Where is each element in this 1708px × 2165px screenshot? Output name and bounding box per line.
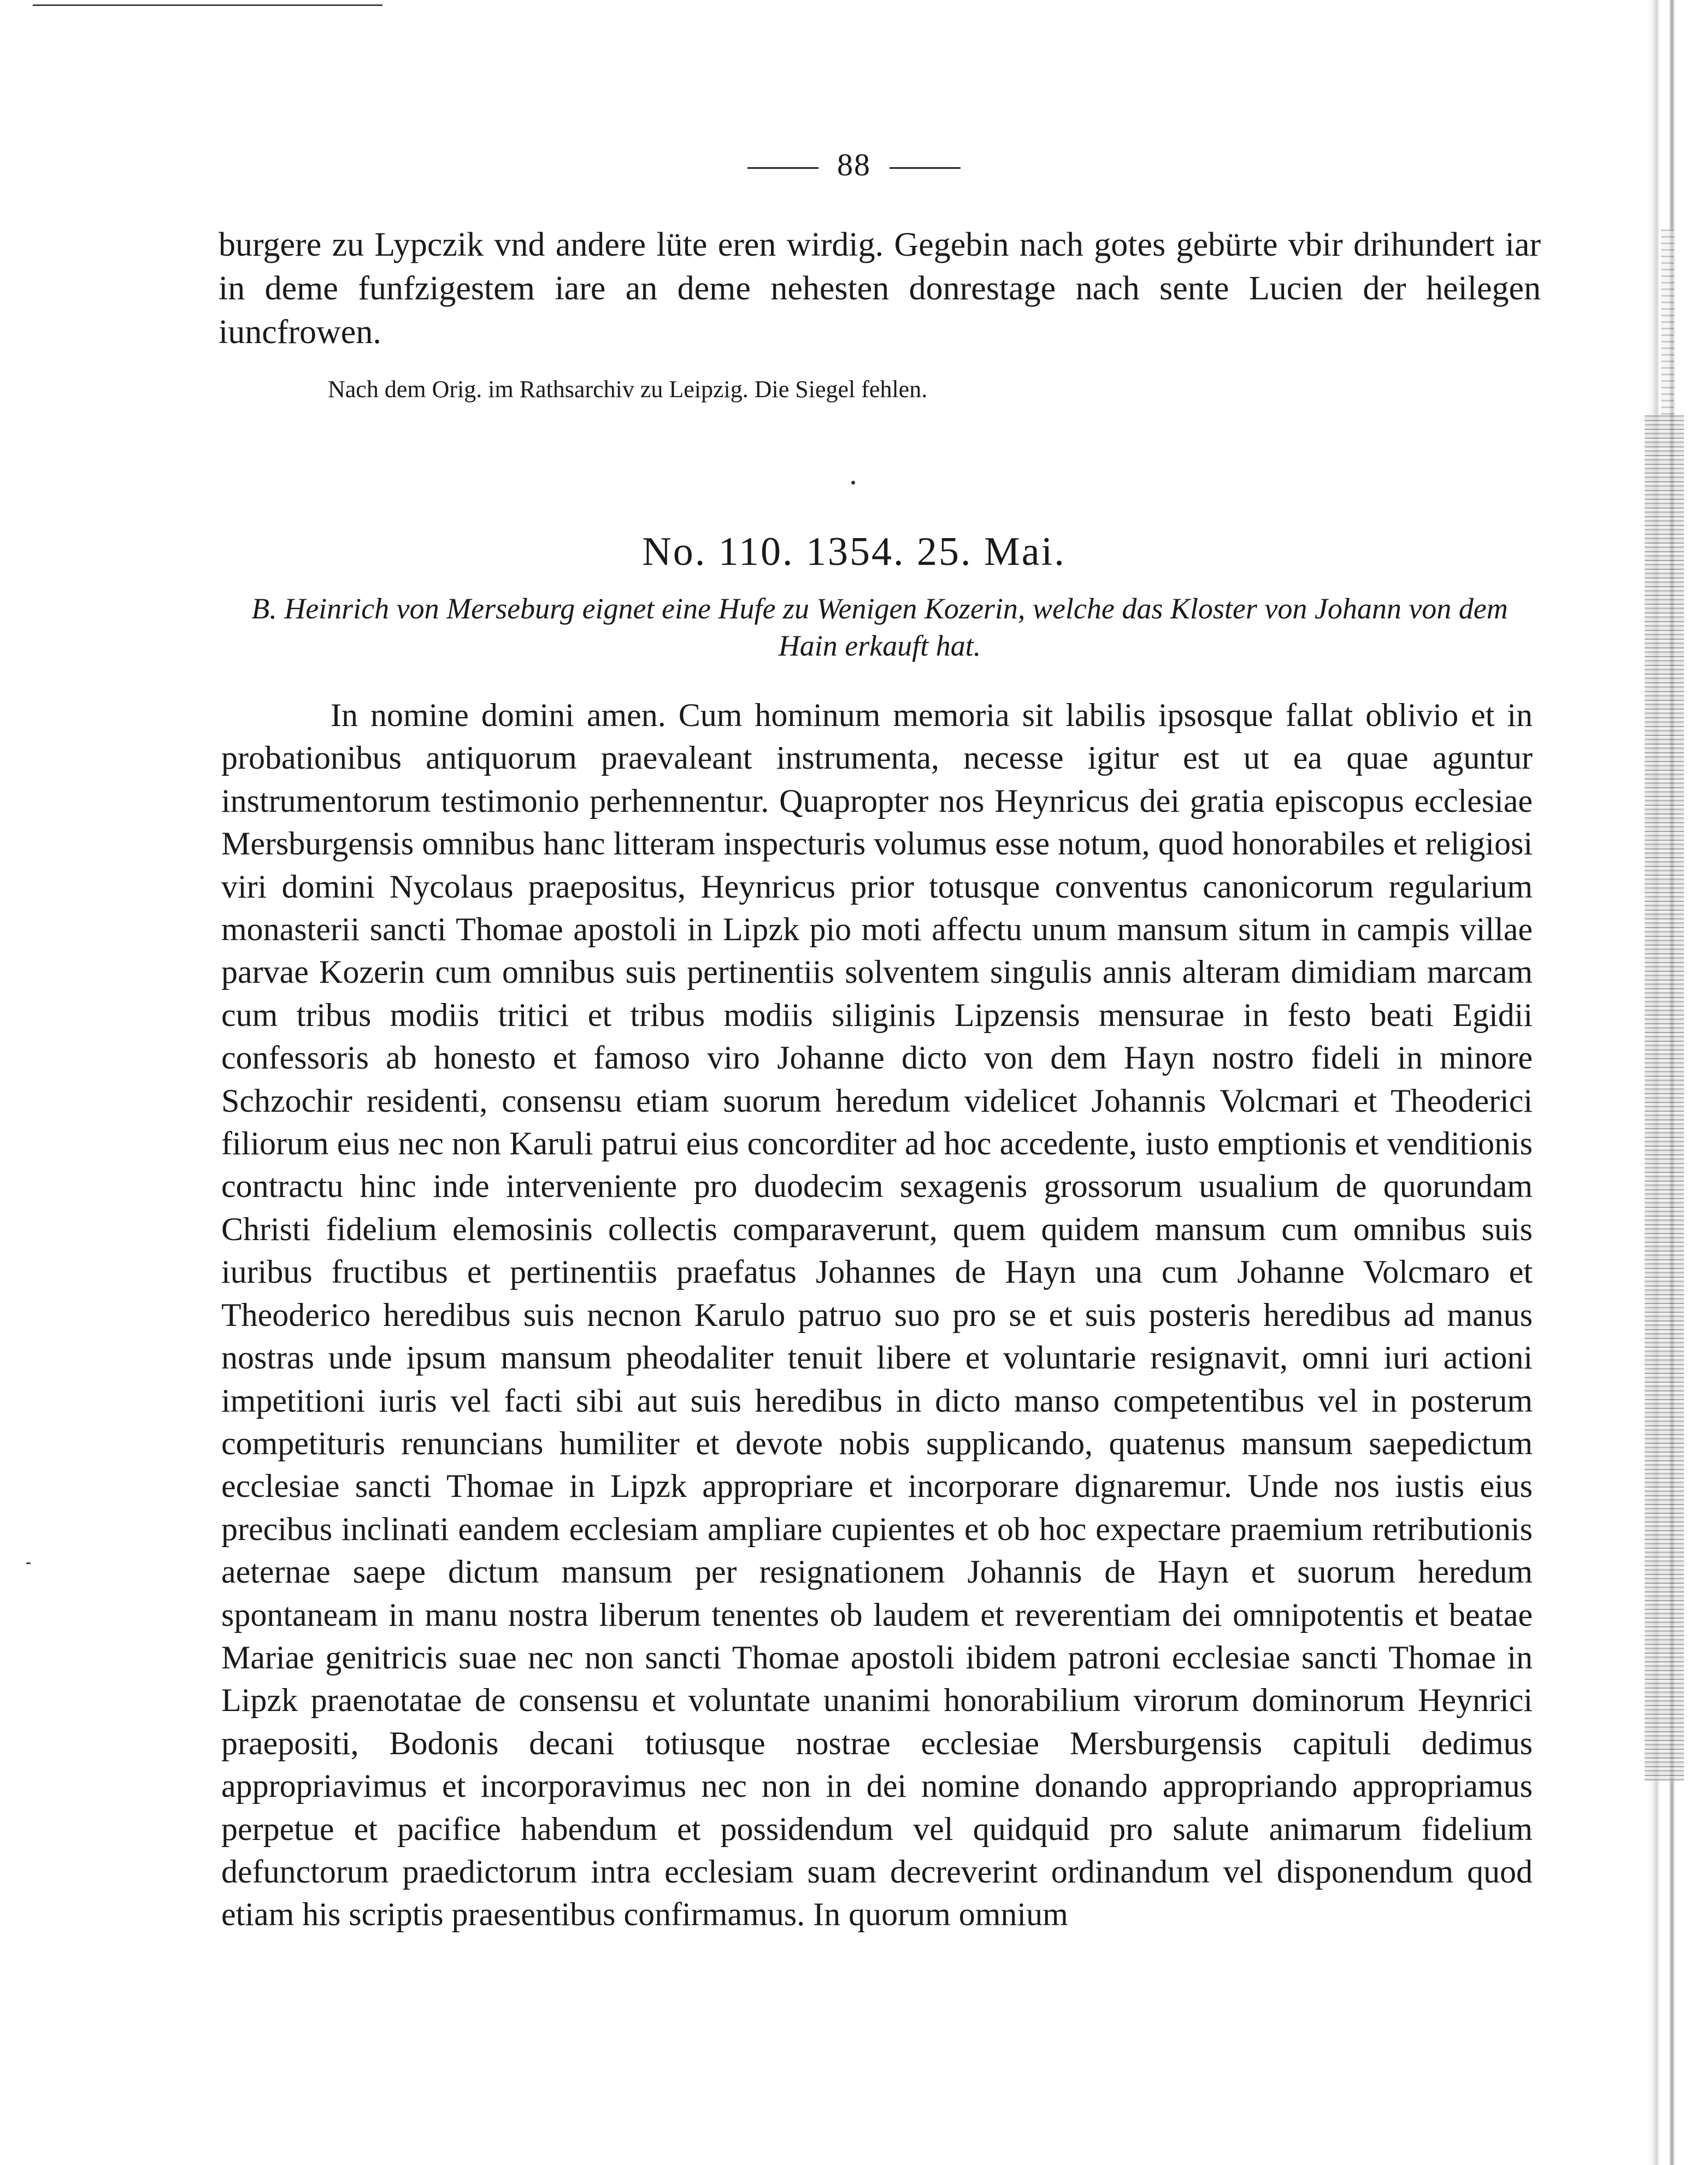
page-number-dash-left (747, 167, 818, 169)
document-heading: No. 110. 1354. 25. Mai. (642, 529, 1066, 574)
stray-dot (851, 481, 855, 485)
page-header (0, 146, 1708, 183)
scan-artifact-band (1645, 415, 1684, 1781)
page-number-dash-right (890, 167, 961, 169)
previous-document-text: burgere zu Lypczik vnd andere lüte eren wirdig. Gegebin nach gotes gebürte vbir drihundert iar in deme funfzigestem iare an deme nehesten donrestage nach sente Lucien der heilegen iuncfrowen. (219, 226, 1541, 351)
margin-mark (26, 1562, 31, 1564)
source-note: Nach dem Orig. im Rathsarchiv zu Leipzig. Die Siegel fehlen. (328, 376, 928, 403)
document-body-text: In nomine domini amen. Cum hominum memoria sit labilis ipsosque fallat oblivio et in probationibus antiquorum praevaleant instrumenta, necesse igitur est ut ea quae aguntur instrumentorum testimonio perhennentur. Quapropter nos Heynricus dei gratia episcopus ecclesiae Mersburgensis omnibus hanc litteram inspecturis volumus esse notum, quod honorabiles et religiosi viri domini Nycolaus praepositus, Heynricus prior totusque conventus canonicorum regularium monasterii sancti Thomae apostoli in Lipzk pio moti affectu unum mansum situm in campis villae parvae Kozerin cum omnibus suis pertinentiis solventem singulis annis alteram dimidiam marcam cum tribus modiis tritici et tribus modiis siliginis Lipzensis mensurae in festo beati Egidii confessoris ab honesto et famoso viro Johanne dicto von dem Hayn nostro fideli in minore Schzochir residenti, consensu etiam suorum heredum videlicet Johannis Volcmari et Theoderici filiorum eius nec non Karuli patrui eius concorditer ad hoc accedente, iusto emptionis et venditionis contractu hinc inde interveniente pro duodecim sexagenis grossorum usualium de quorundam Christi fidelium elemosinis collectis comparaverunt, quem quidem mansum cum omnibus suis iuribus fructibus et pertinentiis praefatus Johannes de Hayn una cum Johanne Volcmaro et Theoderico heredibus suis necnon Karulo patruo suo pro se et suis posteris heredibus ad manus nostras unde ipsum mansum pheodaliter tenuit libere et voluntarie resignavit, omni iuri actioni impetitioni iuris vel facti sibi aut suis heredibus in dicto manso competentibus vel in posterum competituris renuncians humiliter et devote nobis supplicando, quatenus mansum saepedictum ecclesiae sancti Thomae in Lipzk appropriare et incorporare dignaremur. Unde nos iustis eius precibus inclinati eandem ecclesiam ampliare cupientes et ob hoc expectare praemium retributionis aeternae saepe dictum mansum per resignationem Johannis de Hayn et suorum heredum spontaneam in manu nostra liberum tenentes ob laudem et reverentiam dei omnipotentis et beatae Mariae genitricis suae nec non sancti Thomae apostoli ibidem patroni ecclesiae sancti Thomae in Lipzk praenotatae de consensu et voluntate unanimi honorabilium virorum dominorum Heynrici praepositi, Bodonis decani totiusque nostrae ecclesiae Mersburgensis capituli dedimus appropriavimus et incorporavimus nec non in dei nomine donando appropriando appropriamus perpetue et pacifice habendum et possidendum vel quidquid pro salute animarum fidelium defunctorum praedictorum intra ecclesiam suam decreverint ordinandum vel disponendum quod etiam his scriptis praesentibus confirmamus. In quorum omnium (221, 697, 1533, 1933)
document-summary: B. Heinrich von Merseburg eignet eine Hufe zu Wenigen Kozerin, welche das Kloster von Johann von dem Hain erkauft hat. (251, 592, 1508, 662)
top-rule (33, 4, 382, 6)
scan-artifact-top (1661, 229, 1674, 415)
document-body (221, 694, 1533, 1936)
page-number: 88 (837, 147, 871, 182)
